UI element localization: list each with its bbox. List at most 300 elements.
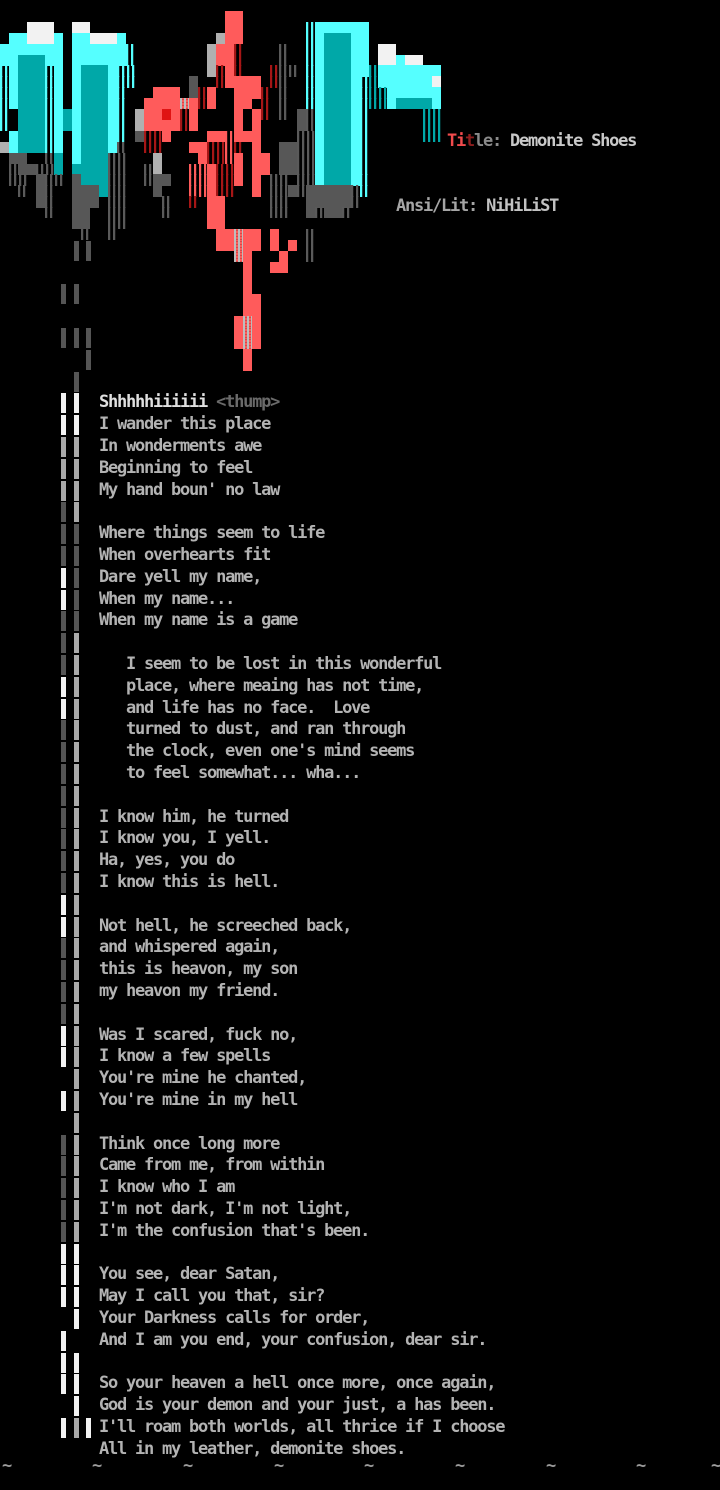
ansi-art-block [270,240,279,251]
ansi-art-block [324,131,351,142]
footer-tilde [2,1456,11,1478]
ansi-art-block [117,33,126,44]
ansi-art-block [144,131,162,142]
ansi-art-block [189,98,198,109]
ansi-art-block [0,55,18,66]
ansi-art-block [351,87,360,98]
ansi-art-block [117,142,126,153]
ansi-art-block [387,98,396,109]
margin-bar-segment [61,742,66,762]
ansi-art-block [72,33,90,44]
ansi-art-block [297,185,306,196]
margin-bar-segment [74,459,79,479]
text-segment: and whispered again, [99,937,280,958]
ansi-art-block [117,65,135,76]
margin-bar-segment [74,437,79,457]
ansi-art-block [216,33,225,44]
text-segment: I seem to be lost in this wonderful [126,654,442,674]
ansi-art-block [234,120,243,131]
text-segment: So your heaven a hell once more, once again, [99,1373,496,1394]
ansi-art-block [9,131,18,142]
ansi-art-block [351,131,360,142]
ansi-art-block [108,229,117,240]
ansi-art-block [207,55,216,66]
ansi-art-block [225,142,234,153]
ansi-art-block [270,262,288,273]
ansi-art-block [360,164,369,175]
margin-bar-segment [61,808,66,828]
poem-line [99,850,234,872]
ansi-art-block [306,44,315,55]
margin-bar-segment [74,328,79,348]
ansi-art-block [360,120,369,131]
ansi-art-block [144,174,153,185]
ansi-art-block [324,87,351,98]
margin-bar-segment [74,1047,79,1067]
ansi-art-block [72,142,81,153]
ansi-art-block [108,109,117,120]
ansi-art-block [27,22,54,33]
ansi-art-block [18,131,45,142]
ansi-art-block [243,316,252,327]
ansi-art-block [306,185,351,196]
ansi-art-block [108,76,117,87]
ansi-art-block [279,55,288,66]
ansi-art-block [351,65,369,76]
margin-bar-segment [61,982,66,1002]
ansi-art-block [306,196,351,207]
ansi-art-block [279,109,288,120]
ansi-art-block [108,87,117,98]
text-segment: I know a few spells [99,1046,271,1067]
ansi-art-block [297,153,315,164]
credit-segment: Ansi/Lit: [396,196,487,217]
ansi-art-block [153,153,162,164]
footer-tilde [183,1456,192,1478]
margin-bar-segment [61,502,66,522]
ansi-art-block [252,338,261,349]
ansi-art-block [54,109,63,120]
ansi-art-block [54,33,63,44]
ansi-art-block [117,109,126,120]
ansi-art-block [144,142,162,153]
ansi-art-block [306,22,315,33]
text-segment: ~ [711,1456,720,1477]
ansi-art-block [9,174,27,185]
ansi-art-block [351,153,360,164]
ansi-art-block [234,327,243,338]
ansi-art-block [9,65,18,76]
margin-bar-segment [74,393,79,413]
ansi-art-block [270,196,288,207]
ansi-art-block [243,349,252,360]
margin-bar-segment [61,1135,66,1155]
poem-line [99,458,252,480]
ansi-art-block [315,174,324,185]
margin-bar-segment [74,677,79,697]
ansi-art-block [36,185,45,196]
margin-bar-segment [61,1004,66,1024]
ansi-art-block [0,120,9,131]
margin-bar-segment [61,328,66,348]
ansi-art-block [81,174,108,185]
poem-line [99,981,279,1003]
ansi-art-block [234,109,243,120]
ansi-art-block [117,98,126,109]
text-segment: Beginning to feel [99,457,253,478]
ansi-art-block [423,109,441,120]
ansi-art-block [270,76,279,87]
margin-bar-segment [61,895,66,915]
margin-bar-segment [61,481,66,501]
margin-bar-segment [74,372,79,392]
ansi-art-block [315,164,324,175]
text-segment: ~ [455,1456,465,1477]
ansi-art-block [234,338,243,349]
ansi-art-block [216,164,234,175]
ansi-art-block [72,174,81,185]
ansi-art-block [243,327,252,338]
ansi-art-block [45,65,54,76]
ansi-art-block [117,87,126,98]
ansi-art-block [279,142,297,153]
margin-bar-segment [74,1113,79,1133]
poem-line [99,1199,351,1221]
ansi-art-block [72,153,81,164]
ansi-art-block [81,76,108,87]
ansi-art-block [216,185,234,196]
ansi-art-block [225,131,234,142]
ansi-art-block [279,76,288,87]
ansi-art-block [9,98,18,109]
poem-line [126,741,414,763]
text-segment: I know who I am [99,1177,235,1198]
ansi-art-block [252,185,261,196]
ansi-art-block [162,131,171,142]
text-segment: the clock, even one's mind seems [126,741,415,762]
margin-bar-segment [61,1374,66,1394]
ansi-art-block [135,109,144,120]
ansi-art-block [324,76,351,87]
ansi-art-block [72,207,90,218]
ansi-art-block [234,55,243,66]
ansi-art-block [90,33,117,44]
ansi-art-block [72,196,99,207]
poem-line [99,589,234,611]
ansi-art-block [45,55,63,66]
footer-tilde [92,1456,101,1478]
margin-bar-segment [74,284,79,304]
ansi-art-block [27,33,54,44]
ansi-art-block [18,185,27,196]
ansi-art-block [45,196,54,207]
ansi-art-block [315,120,324,131]
ansi-art-block [135,131,144,142]
ansi-art-block [18,109,45,120]
ansi-art-block [270,207,288,218]
ansi-art-block [351,164,360,175]
margin-bar-segment [61,873,66,893]
ansi-art-block [162,109,171,120]
ansi-art-block [351,55,369,66]
ansi-art-block [378,44,396,55]
ansi-art-block [0,65,9,76]
margin-bar-segment [74,1287,79,1307]
ansi-art-block [423,120,441,131]
ansi-art-block [216,55,234,66]
ansi-art-block [18,142,45,153]
ansi-art-block [72,65,81,76]
ansi-art-block [54,164,63,175]
ansi-art-block [180,109,189,120]
text-segment: <thump> [216,392,280,413]
poem-line [99,545,270,567]
ansi-art-block [369,98,387,109]
ansi-art-block [369,87,387,98]
poem-line [99,1221,369,1243]
ansi-art-block [45,131,54,142]
ansi-art-block [54,76,63,87]
ansi-art-block [288,240,297,251]
ansi-art-block [198,87,207,98]
margin-bar-segment [74,1244,79,1264]
text-segment: You see, dear Satan, [99,1264,280,1285]
ansi-art-block [36,196,45,207]
ansi-art-block [0,109,9,120]
ansi-art-block [297,120,306,131]
text-segment: When overhearts fit [99,545,271,565]
ansi-art-block [234,142,243,153]
title-segment: Demonite Shoes [501,130,637,151]
ansi-art-block [72,22,90,33]
ansi-art-block [81,109,108,120]
footer-tilde [455,1456,464,1478]
ansi-art-block [270,229,279,240]
ansi-art-block [108,120,117,131]
ansi-art-block [234,251,243,262]
ansi-art-block [306,229,315,240]
ansi-art-block [279,65,297,76]
ansi-art-block [153,185,162,196]
text-segment: I know him, he turned [99,806,289,827]
ansi-art-block [360,76,369,87]
ansi-art-block [243,273,252,284]
ansi-art-block [315,76,324,87]
ansi-art-block [351,196,360,207]
ansi-art-block [207,44,216,55]
ansi-art-block [18,164,36,175]
ansi-art-block [306,33,315,44]
ansi-art-block [225,33,243,44]
ansi-art-block [279,251,288,262]
ansi-art-block [297,109,306,120]
ansi-art-block [288,185,297,196]
ansi-art-block [243,229,261,240]
ansi-art-block [306,120,315,131]
ansi-art-block [378,76,432,87]
ansi-art-block [189,76,198,87]
margin-bar-segment [74,1178,79,1198]
ansi-art-block [252,174,261,185]
margin-bar-segment [61,1200,66,1220]
ansi-art-block [189,142,207,153]
ansi-art-block [243,305,261,316]
ansi-art-block [72,185,99,196]
ansi-art-block [9,153,27,164]
margin-bar-segment [74,1156,79,1176]
text-segment: My hand boun' no law [99,479,280,500]
ansi-art-block [45,120,54,131]
margin-bar-segment [86,1418,91,1438]
text-segment: ~ [274,1456,284,1477]
ansi-art-block [189,185,207,196]
ansi-art-block [351,120,360,131]
poem-line [99,807,288,829]
margin-bar-segment [74,982,79,1002]
ansi-art-block [126,44,135,55]
ansi-art-block [324,153,351,164]
margin-bar-segment [61,1265,66,1285]
ansi-art-block [54,98,63,109]
ansi-art-block [234,229,243,240]
ansi-art-block [324,174,351,185]
ansi-art-block [360,109,369,120]
ansi-art-block [351,109,360,120]
poem-line [99,392,279,414]
poem-line [126,763,360,785]
margin-bar-segment [61,415,66,435]
ansi-art-block [225,76,261,87]
ansi-art-block [261,98,270,109]
ansi-art-block [216,240,234,251]
text-segment: and life has no face. Love [126,697,370,718]
ansi-art-block [117,120,126,131]
margin-bar-segment [74,1418,79,1438]
footer-tilde [546,1456,555,1478]
margin-bar-segment [74,1222,79,1242]
ansi-art-block [54,153,63,164]
margin-bar-segment [86,241,91,261]
ansi-art-block [243,251,252,262]
ansi-art-block [234,174,243,185]
ansi-art-block [72,44,126,55]
ansi-art-block [0,87,9,98]
text-segment: ~ [546,1456,556,1477]
ansi-art-block [162,207,171,218]
ansi-art-block [45,76,54,87]
ansi-art-block [324,65,351,76]
ansi-art-block [306,240,315,251]
text-segment: Ha, yes, you do [99,850,235,871]
ansi-art-block [189,120,198,131]
ansi-art-block [252,316,261,327]
ansi-art-block [378,65,441,76]
ansi-art-block [54,120,63,131]
ansi-art-block [117,76,135,87]
margin-bar-segment [74,524,79,544]
ansi-art-block [297,164,315,175]
text-segment: When my name is a game [99,610,298,631]
margin-bar-segment [61,1156,66,1176]
ansi-art-block [108,65,117,76]
poem-line [99,1330,486,1352]
ansi-art-block [108,196,126,207]
poem-line [99,414,270,436]
text-segment: I wander this place [99,414,271,435]
margin-bar-segment [74,633,79,653]
ansi-art-block [315,22,369,33]
ansi-art-block [396,55,405,66]
ansi-art-block [108,131,117,142]
ansi-art-block [108,185,126,196]
poem-line [99,567,261,589]
ansi-art-block [198,98,207,109]
ansi-art-block [315,44,324,55]
ansi-art-block [270,65,279,76]
poem-line [126,676,423,698]
ansi-art-block [279,153,297,164]
ansi-art-block [297,131,315,142]
margin-bar-segment [61,1222,66,1242]
ansi-art-block [297,142,315,153]
margin-bar-segment [74,655,79,675]
ansi-art-block [315,207,324,218]
text-segment: ~ [2,1456,12,1477]
margin-bar-segment [74,546,79,566]
ansi-art-block [207,65,216,76]
footer-tilde [274,1456,283,1478]
ansi-art-block [72,109,81,120]
ansi-art-block [18,87,45,98]
ansi-art-block [324,44,351,55]
margin-bar-segment [61,1331,66,1351]
ansi-art-block [0,142,9,153]
ansi-art-block [18,65,45,76]
margin-bar-segment [61,459,66,479]
ansi-art-block [144,164,153,175]
margin-bar-segment [61,1418,66,1438]
text-segment: When my name... [99,588,235,609]
margin-bar-segment [61,1353,66,1373]
ansi-art-block [54,131,63,142]
margin-bar-segment [74,742,79,762]
ansi-art-block [369,76,378,87]
ansi-art-block [207,153,225,164]
ansi-art-block [252,120,261,131]
footer-tilde [711,1456,720,1478]
ansi-art-block [18,98,45,109]
margin-bar-segment [61,938,66,958]
ansi-art-block [351,98,360,109]
ansi-art-block [243,240,261,251]
poem-line [99,828,270,850]
margin-bar-segment [74,699,79,719]
title-line [447,131,636,153]
ansi-art-block [108,207,126,218]
ansi-art-block [432,76,441,87]
margin-bar-segment [74,502,79,522]
text-segment: Was I scared, fuck no, [99,1024,298,1045]
margin-bar-segment [74,1091,79,1111]
ansi-art-block [207,174,216,185]
poem-line [99,872,279,894]
ansi-art-block [234,164,243,175]
margin-bar-segment [61,568,66,588]
margin-bar-segment [61,655,66,675]
text-segment: to feel somewhat... wha... [126,763,361,783]
ansi-art-block [81,98,108,109]
ansi-art-block [0,76,9,87]
